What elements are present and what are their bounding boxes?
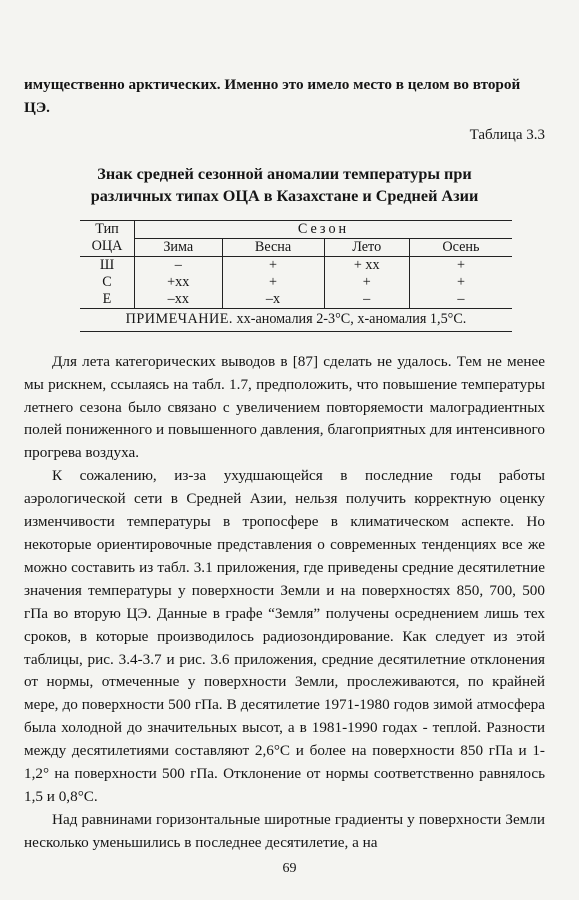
cell-spring: –х	[222, 291, 324, 309]
page-number: 69	[282, 861, 297, 876]
cell-autumn: –	[457, 290, 465, 307]
table-note-label: ПРИМЕЧАНИЕ.	[125, 310, 233, 327]
row-type: Е	[80, 291, 135, 309]
header-season-spring: Весна	[222, 238, 324, 256]
intro-line-2: ЦЭ.	[24, 98, 50, 116]
cell-spring: +	[222, 256, 324, 274]
paragraph-summer: Для лета категорических выводов в [87] сделать не удалось. Тем не менее мы рискнем, ссылаясь на табл. 1.7, предположить, что повышение температуры летнего сезона было связано с увеличением повторяемости малоградиентных полей пониженного и повышенного давления, благоприятных для интенсивного прогрева воздуха.	[24, 352, 545, 462]
row-type: С	[80, 274, 135, 291]
table-title	[24, 163, 545, 207]
table-row	[80, 291, 512, 309]
header-season: Сезон	[135, 220, 513, 238]
table-header-row-1	[80, 220, 512, 238]
table-note-row	[80, 308, 512, 331]
header-type-line-1: Тип	[80, 220, 135, 238]
cell-winter: +хх	[135, 274, 223, 291]
table-row	[80, 256, 512, 274]
table-title-line-2: различных типах ОЦА в Казахстане и Средней Азии	[90, 186, 479, 205]
cell-summer: + хх	[324, 256, 409, 274]
cell-summer: +	[324, 274, 409, 291]
cell-winter: –хх	[135, 291, 223, 309]
body-text	[24, 351, 545, 855]
cell-spring: +	[222, 274, 324, 291]
cell-autumn: +	[456, 273, 465, 290]
header-season-summer: Лето	[324, 238, 409, 256]
table-row	[80, 274, 512, 291]
paragraph-gradients: Над равнинами горизонтальные широтные градиенты у поверхности Земли несколько уменьшились в последнее десятилетие, а на	[24, 810, 545, 851]
header-season-winter: Зима	[135, 238, 223, 256]
table-note	[80, 308, 512, 331]
table-title-line-1: Знак средней сезонной аномалии температуры при	[97, 164, 472, 183]
table-header-row-2	[80, 238, 512, 256]
header-type-line-2: ОЦА	[80, 238, 135, 256]
row-type: Ш	[80, 256, 135, 274]
paragraph-aerology: К сожалению, из-за ухудшающейся в последние годы работы аэрологической сети в Средней Азии, нельзя получить корректную оценку изменчивости температуры в тропосфере в климатическом аспекте. Но некоторые ориентировочные представления о современных тенденциях все же можно составить из табл. 3.1 приложения, где приведены средние десятилетние значения температуры у поверхности Земли и на поверхностях 850, 700, 500 гПа во вторую ЦЭ. Данные в графе “Земля” получены осреднением лишь тех сроков, в которые производилось радиозондирование. Как следует из этой таблицы, рис. 3.4-3.7 и рис. 3.6 приложения, средние десятилетние отклонения от нормы, отмеченные у поверхности Земли, прослеживаются, по крайней мере, до поверхности 500 гПа. В десятилетие 1971-1980 годов зимой атмосфера была холодной до значительных высот, а в 1981-1990 годах - теплой. Разности между десятилетиями составляют 2,6°С и более на поверхности 850 гПа и 1-1,2° на поверхности 500 гПа. Отклонение от нормы соответственно равнялось 1,5 и 0,8°С.	[24, 467, 545, 805]
header-season-autumn: Осень	[409, 238, 512, 256]
cell-autumn: +	[456, 256, 465, 273]
anomaly-table	[80, 220, 512, 332]
table-note-text: хх-аномалия 2-3°С, х-аномалия 1,5°С.	[236, 310, 467, 327]
cell-winter: –	[135, 256, 223, 274]
intro-line-1: имущественно арктических. Именно это имело место в целом во второй	[24, 76, 521, 93]
table-id: Таблица 3.3	[469, 126, 545, 143]
cell-summer: –	[324, 291, 409, 309]
